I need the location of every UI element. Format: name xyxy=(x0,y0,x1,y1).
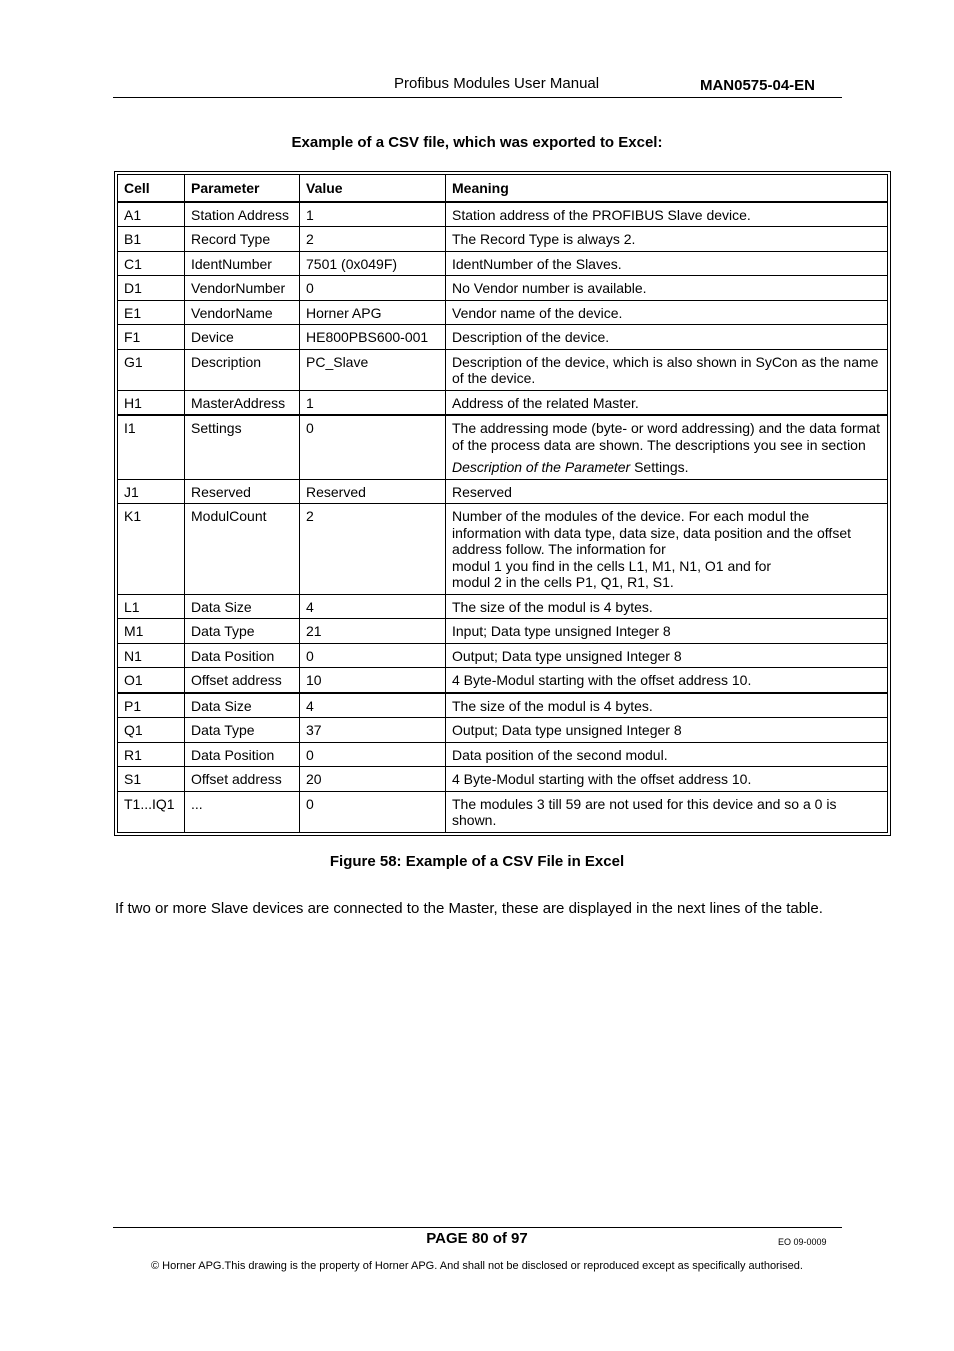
cell-id: E1 xyxy=(118,300,185,325)
cell-id: A1 xyxy=(118,202,185,227)
table-row xyxy=(118,594,888,619)
meaning-italic-text: Description of the Parameter xyxy=(452,459,631,475)
value: 10 xyxy=(300,668,446,693)
parameter: MasterAddress xyxy=(185,390,300,415)
parameter: Data Type xyxy=(185,718,300,743)
table-row xyxy=(118,325,888,350)
table-header-row xyxy=(118,175,888,202)
cell-id: H1 xyxy=(118,390,185,415)
table-row xyxy=(118,415,888,479)
meaning: Description of the device, which is also shown in SyCon as the name of the device. xyxy=(446,349,888,390)
meaning: Input; Data type unsigned Integer 8 xyxy=(446,619,888,644)
value: 0 xyxy=(300,415,446,479)
value: 0 xyxy=(300,276,446,301)
meaning: Address of the related Master. xyxy=(446,390,888,415)
meaning: Vendor name of the device. xyxy=(446,300,888,325)
parameter: Settings xyxy=(185,415,300,479)
value: 2 xyxy=(300,504,446,595)
meaning xyxy=(446,504,888,595)
meaning: The modules 3 till 59 are not used for this device and so a 0 is shown. xyxy=(446,791,888,832)
meaning-reference xyxy=(452,459,882,476)
document-title: Profibus Modules User Manual xyxy=(394,75,600,92)
cell-id: G1 xyxy=(118,349,185,390)
cell-id: M1 xyxy=(118,619,185,644)
column-header: Parameter xyxy=(185,175,300,202)
value: 2 xyxy=(300,227,446,252)
body-paragraph: If two or more Slave devices are connected to the Master, these are displayed in the next lines of the table. xyxy=(115,900,823,917)
meaning: Reserved xyxy=(446,479,888,504)
cell-id: D1 xyxy=(118,276,185,301)
table-row xyxy=(118,202,888,227)
parameter: Device xyxy=(185,325,300,350)
meaning: 4 Byte-Modul starting with the offset address 10. xyxy=(446,767,888,792)
value: 1 xyxy=(300,390,446,415)
meaning: 4 Byte-Modul starting with the offset address 10. xyxy=(446,668,888,693)
meaning-text-line-3: modul 2 in the cells P1, Q1, R1, S1. xyxy=(452,574,674,590)
parameter: Record Type xyxy=(185,227,300,252)
copyright-notice: © Horner APG.This drawing is the property of Horner APG. And shall not be disclosed or reproduced except as specifically authorised. xyxy=(151,1260,803,1272)
cell-id: S1 xyxy=(118,767,185,792)
cell-id: Q1 xyxy=(118,718,185,743)
table-row xyxy=(118,693,888,718)
meaning-text: Number of the modules of the device. For each modul the information with data type, data size, data position and the offset address follow. The information for xyxy=(452,508,851,557)
cell-id: J1 xyxy=(118,479,185,504)
value: 21 xyxy=(300,619,446,644)
table-row xyxy=(118,504,888,595)
meaning: The size of the modul is 4 bytes. xyxy=(446,594,888,619)
table-row xyxy=(118,791,888,832)
meaning-text-line-2: modul 1 you find in the cells L1, M1, N1, O1 and for xyxy=(452,557,772,574)
csv-example-table-frame xyxy=(114,171,891,836)
cell-id: I1 xyxy=(118,415,185,479)
parameter: Data Position xyxy=(185,742,300,767)
parameter: IdentNumber xyxy=(185,251,300,276)
parameter: ... xyxy=(185,791,300,832)
parameter: Data Type xyxy=(185,619,300,644)
table-row xyxy=(118,276,888,301)
parameter: VendorNumber xyxy=(185,276,300,301)
table-row xyxy=(118,479,888,504)
table-row xyxy=(118,668,888,693)
value: 7501 (0x049F) xyxy=(300,251,446,276)
value: Reserved xyxy=(300,479,446,504)
column-header: Value xyxy=(300,175,446,202)
column-header: Meaning xyxy=(446,175,888,202)
cell-id: T1...IQ1 xyxy=(118,791,185,832)
parameter: Data Position xyxy=(185,643,300,668)
table-row xyxy=(118,767,888,792)
parameter: Description xyxy=(185,349,300,390)
value: 37 xyxy=(300,718,446,743)
footer-divider xyxy=(113,1227,842,1228)
value: PC_Slave xyxy=(300,349,446,390)
parameter: VendorName xyxy=(185,300,300,325)
parameter: Data Size xyxy=(185,594,300,619)
cell-id: F1 xyxy=(118,325,185,350)
cell-id: L1 xyxy=(118,594,185,619)
parameter: Data Size xyxy=(185,693,300,718)
column-header: Cell xyxy=(118,175,185,202)
parameter: Reserved xyxy=(185,479,300,504)
table-row xyxy=(118,349,888,390)
meaning: Description of the device. xyxy=(446,325,888,350)
parameter: Offset address xyxy=(185,767,300,792)
meaning: No Vendor number is available. xyxy=(446,276,888,301)
meaning: IdentNumber of the Slaves. xyxy=(446,251,888,276)
parameter: Station Address xyxy=(185,202,300,227)
meaning: The Record Type is always 2. xyxy=(446,227,888,252)
meaning: The size of the modul is 4 bytes. xyxy=(446,693,888,718)
value: HE800PBS600-001 xyxy=(300,325,446,350)
value: 0 xyxy=(300,791,446,832)
meaning: Output; Data type unsigned Integer 8 xyxy=(446,643,888,668)
eo-code: EO 09-0009 xyxy=(778,1237,827,1247)
figure-caption: Figure 58: Example of a CSV File in Excel xyxy=(329,853,625,870)
table-row xyxy=(118,227,888,252)
table-row xyxy=(118,300,888,325)
csv-example-table xyxy=(117,174,888,833)
value: 4 xyxy=(300,693,446,718)
table-row xyxy=(118,718,888,743)
meaning: Station address of the PROFIBUS Slave device. xyxy=(446,202,888,227)
cell-id: P1 xyxy=(118,693,185,718)
table-row xyxy=(118,643,888,668)
cell-id: N1 xyxy=(118,643,185,668)
value: 0 xyxy=(300,643,446,668)
value: 1 xyxy=(300,202,446,227)
value: 0 xyxy=(300,742,446,767)
cell-id: R1 xyxy=(118,742,185,767)
cell-id: O1 xyxy=(118,668,185,693)
value: 4 xyxy=(300,594,446,619)
meaning: Data position of the second modul. xyxy=(446,742,888,767)
table-row xyxy=(118,390,888,415)
meaning: Output; Data type unsigned Integer 8 xyxy=(446,718,888,743)
page-number: PAGE 80 of 97 xyxy=(426,1230,528,1247)
cell-id: C1 xyxy=(118,251,185,276)
table-row xyxy=(118,619,888,644)
parameter: ModulCount xyxy=(185,504,300,595)
meaning xyxy=(446,415,888,479)
meaning-tail-text: Settings. xyxy=(630,459,689,475)
parameter: Offset address xyxy=(185,668,300,693)
meaning-text: The addressing mode (byte- or word addressing) and the data format of the process data are shown. The descriptions you see in section xyxy=(452,420,881,453)
value: 20 xyxy=(300,767,446,792)
cell-id: B1 xyxy=(118,227,185,252)
cell-id: K1 xyxy=(118,504,185,595)
page-header xyxy=(113,72,842,98)
table-row xyxy=(118,742,888,767)
value: Horner APG xyxy=(300,300,446,325)
document-code: MAN0575-04-EN xyxy=(699,77,815,94)
table-heading: Example of a CSV file, which was exported to Excel: xyxy=(291,134,663,151)
table-row xyxy=(118,251,888,276)
